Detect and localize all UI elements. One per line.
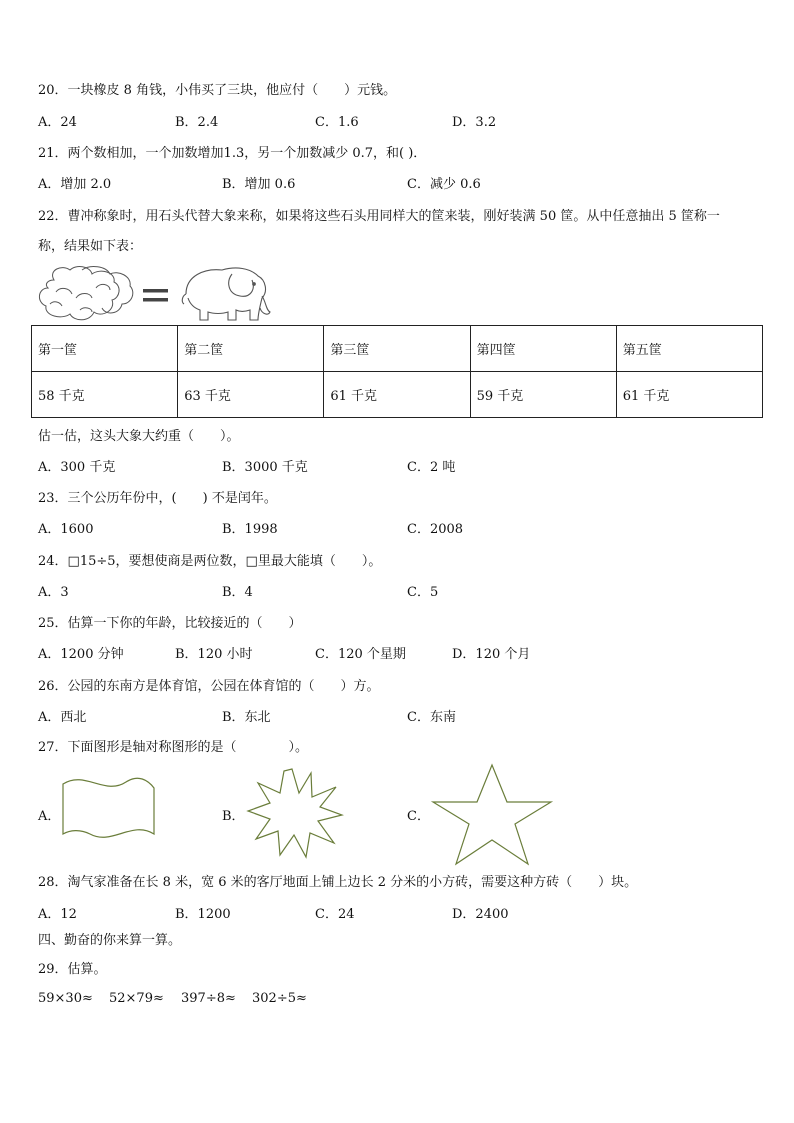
q25-option-b[interactable]: B．120 小时 [175,647,253,662]
q28-stem: 28．淘气家准备在长 8 米，宽 6 米的客厅地面上铺上边长 2 分米的小方砖，需要这种方砖（ ）块。 [38,875,638,890]
table-cell: 61 千克 [324,372,470,418]
table-cell: 61 千克 [616,372,762,418]
table-cell: 63 千克 [178,372,324,418]
table-cell: 第五筐 [616,326,762,372]
q23-option-a[interactable]: A．1600 [38,522,94,537]
q26-option-c[interactable]: C．东南 [407,710,456,725]
q27-option-a[interactable]: A． [38,809,61,824]
q23-stem: 23．三个公历年份中，( ) 不是闰年。 [38,491,277,506]
q27-option-c[interactable]: C． [407,809,430,824]
q22-option-b[interactable]: B．3000 千克 [222,460,308,475]
rocks-icon [39,267,132,320]
q22-option-c[interactable]: C．2 吨 [407,460,456,475]
section-title: 四、勤奋的你来算一算。 [38,933,182,948]
elephant-icon [182,268,270,320]
q28-option-b[interactable]: B．1200 [175,907,231,922]
q27-stem: 27．下面图形是轴对称图形的是（ ）。 [38,740,309,755]
rocks-equals-elephant-illustration [36,262,272,326]
weights-table [31,325,763,418]
q29-stem: 29．估算。 [38,962,107,977]
q25-option-d[interactable]: D．120 个月 [452,647,531,662]
q25-stem: 25．估算一下你的年龄，比较接近的（ ） [38,616,302,631]
q28-option-a[interactable]: A．12 [38,907,77,922]
q22-stem-line1: 22．曹冲称象时，用石头代替大象来称，如果将这些石头用同样大的筐来装，刚好装满 50 筐。从中任意抽出 5 筐称一 [38,209,720,224]
q24-option-a[interactable]: A．3 [38,585,69,600]
q20-option-a[interactable]: A．24 [38,115,77,130]
q22-option-a[interactable]: A．300 千克 [38,460,116,475]
table-cell: 第三筐 [324,326,470,372]
q28-option-c[interactable]: C．24 [315,907,355,922]
q20-option-c[interactable]: C．1.6 [315,115,359,130]
q22-stem-line2: 称，结果如下表： [38,239,143,254]
table-row [32,372,763,418]
estimate-item: 302÷5≈ [252,991,307,1006]
table-header-row [32,326,763,372]
wave-flag-shape[interactable] [60,774,158,846]
estimate-item: 52×79≈ [109,991,164,1006]
q23-option-b[interactable]: B．1998 [222,522,278,537]
table-cell: 59 千克 [470,372,616,418]
q24-stem: 24．□15÷5，要想使商是两位数，□里最大能填（ ）。 [38,554,382,569]
q20-option-b[interactable]: B．2.4 [175,115,219,130]
table-cell: 第二筐 [178,326,324,372]
q26-option-b[interactable]: B．东北 [222,710,271,725]
table-cell: 第一筐 [32,326,178,372]
q28-option-d[interactable]: D．2400 [452,907,509,922]
q26-stem: 26．公园的东南方是体育馆，公园在体育馆的（ ）方。 [38,679,380,694]
estimate-item: 59×30≈ [38,991,93,1006]
q24-option-b[interactable]: B．4 [222,585,253,600]
star-shape[interactable] [430,762,554,868]
q21-option-c[interactable]: C．减少 0.6 [407,177,481,192]
table-cell: 第四筐 [470,326,616,372]
q20-option-d[interactable]: D．3.2 [452,115,497,130]
burst-shape[interactable] [244,765,344,861]
q21-option-a[interactable]: A．增加 2.0 [38,177,112,192]
q23-option-c[interactable]: C．2008 [407,522,464,537]
q21-option-b[interactable]: B．增加 0.6 [222,177,296,192]
estimate-item: 397÷8≈ [181,991,236,1006]
q20-stem: 20．一块橡皮 8 角钱，小伟买了三块，他应付（ ）元钱。 [38,83,397,98]
q25-option-c[interactable]: C．120 个星期 [315,647,406,662]
table-cell: 58 千克 [32,372,178,418]
q27-option-b[interactable]: B． [222,809,245,824]
q22-question: 估一估，这头大象大约重（ ）。 [38,429,240,444]
q24-option-c[interactable]: C．5 [407,585,439,600]
q26-option-a[interactable]: A．西北 [38,710,87,725]
equals-icon [143,289,168,302]
q25-option-a[interactable]: A．1200 分钟 [38,647,124,662]
q21-stem: 21．两个数相加，一个加数增加1.3，另一个加数减少 0.7，和( )． [38,146,427,161]
